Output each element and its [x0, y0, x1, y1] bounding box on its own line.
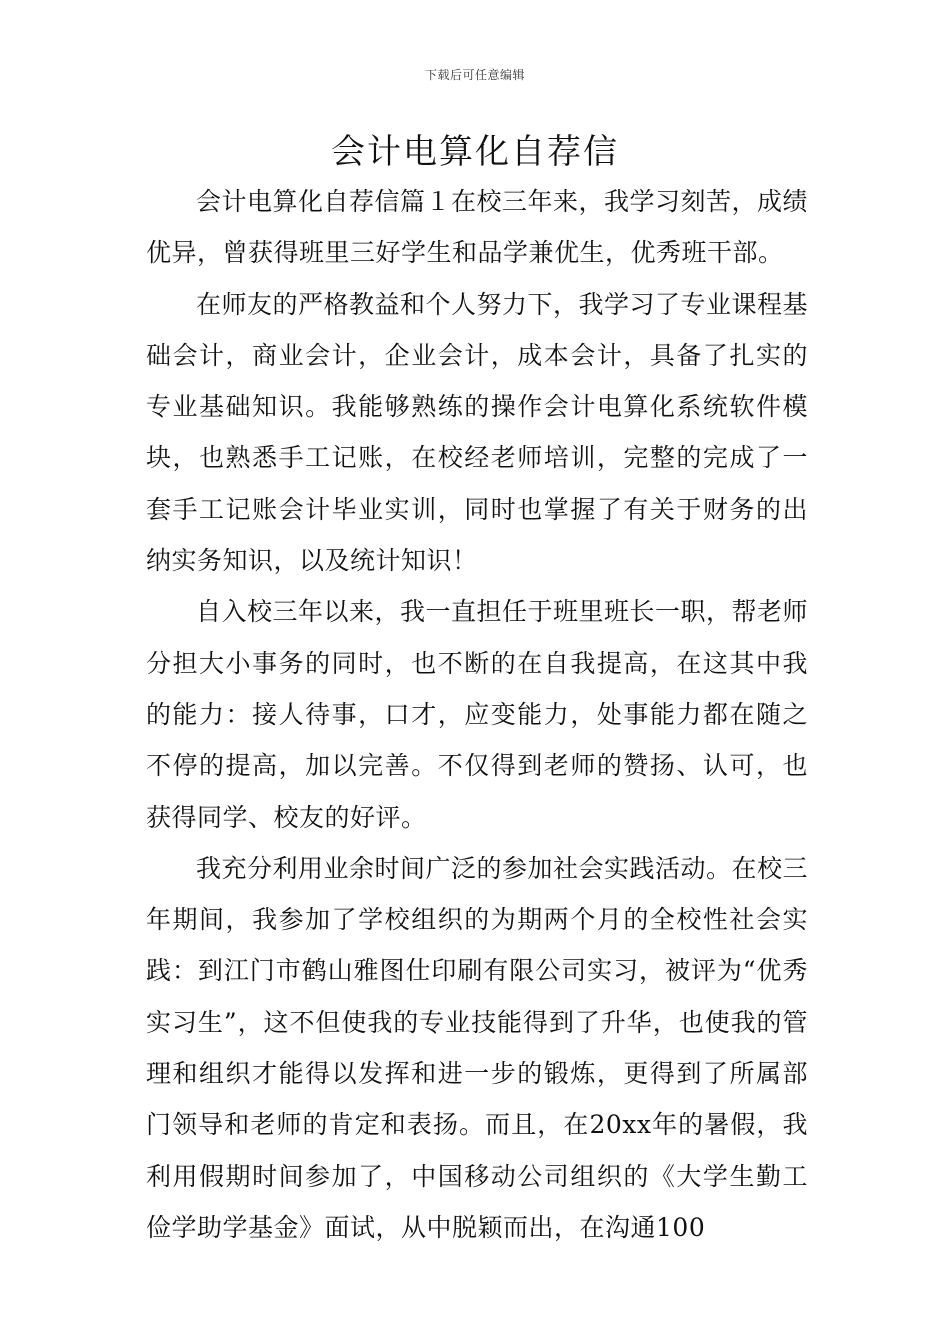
header-note: 下载后可任意编辑 — [424, 68, 525, 82]
paragraph-practice: 我充分利用业余时间广泛的参加社会实践活动。在校三年期间，我参加了学校组织的为期两个月的全校性社会实践：到江门市鹤山雅图仕印刷有限公司实习，被评为“优秀实习生”，这不但使我的专业技能得到了升华，也使我的管理和组织才能得以发挥和进一步的锻炼，更得到了所属部门领导和老师的肯定和表扬。而且，在20xx年的暑假，我利用假期时间参加了，中国移动公司组织的《大学生勤工俭学助学基金》面试，从中脱颖而出，在沟通100 — [146, 853, 809, 1242]
paragraph-studies: 在师友的严格教益和个人努力下，我学习了专业课程基础会计，商业会计，企业会计，成本会计，具备了扎实的专业基础知识。我能够熟练的操作会计电算化系统软件模块，也熟悉手工记账，在校经老师培训，完整的完成了一套手工记账会计毕业实训，同时也掌握了有关于财务的出纳实务知识，以及统计知识！ — [146, 289, 809, 576]
document-body — [146, 176, 808, 1253]
document-title: 会计电算化自荐信 — [331, 132, 619, 172]
paragraph-class-monitor: 自入校三年以来，我一直担任于班里班长一职，帮老师分担大小事务的同时，也不断的在自我提高，在这其中我的能力：接人待事，口才，应变能力，处事能力都在随之不停的提高，加以完善。不仅得到老师的赞扬、认可，也获得同学、校友的好评。 — [146, 597, 809, 832]
paragraph-intro: 会计电算化自荐信篇１在校三年来，我学习刻苦，成绩优异，曾获得班里三好学生和品学兼优生，优秀班干部。 — [146, 187, 809, 268]
